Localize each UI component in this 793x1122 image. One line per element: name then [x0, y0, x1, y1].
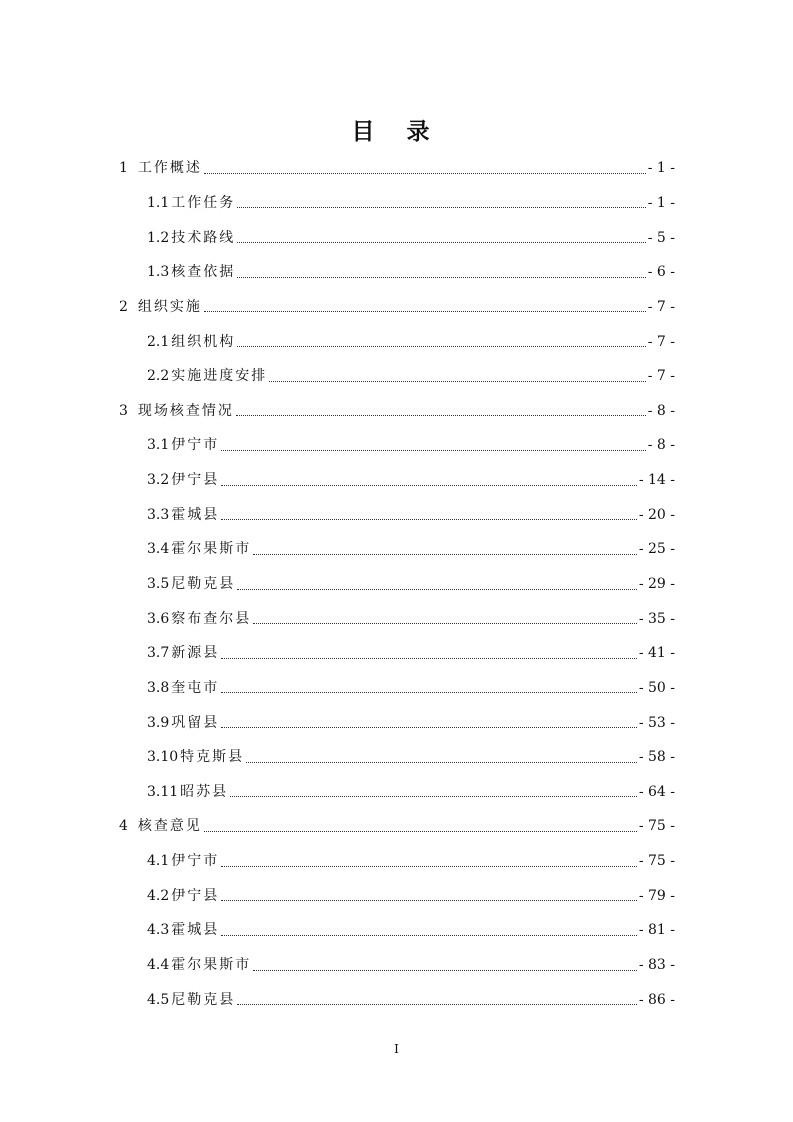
toc-dot-leader: [221, 450, 645, 451]
toc-entry-page: - 1 -: [647, 160, 675, 177]
toc-entry-label: 技术路线: [171, 229, 236, 246]
toc-dot-leader: [221, 692, 637, 693]
toc-entry[interactable]: [0, 740, 793, 775]
toc-entry-page: - 41 -: [638, 645, 675, 662]
toc-entry-page: - 5 -: [647, 229, 675, 246]
toc-entry-label: 工作概述: [137, 160, 202, 177]
toc-entry[interactable]: [0, 359, 793, 394]
toc-dot-leader: [204, 831, 637, 832]
toc-entry-label: 尼勒克县: [171, 576, 236, 592]
toc-entry-label: 核查意见: [137, 818, 202, 835]
toc-dot-leader: [246, 762, 637, 763]
toc-entry-number: 1.1: [147, 194, 170, 211]
toc-entry[interactable]: [0, 636, 793, 671]
toc-entry[interactable]: [0, 775, 793, 810]
toc-entry-label: 霍尔果斯市: [171, 541, 252, 558]
toc-entry-label: 伊宁市: [171, 853, 220, 870]
toc-entry-label: 伊宁县: [171, 472, 220, 489]
toc-entry[interactable]: [0, 186, 793, 221]
toc-entry[interactable]: [0, 290, 793, 325]
toc-entry-label: 伊宁市: [171, 437, 220, 454]
toc-entry-label: 工作任务: [171, 194, 236, 211]
toc-entry-label: 尼勒克县: [171, 991, 236, 1008]
toc-entry-page: - 81 -: [638, 922, 675, 939]
toc-entry-page: - 79 -: [638, 887, 675, 904]
toc-entry-number: 3.9: [147, 714, 170, 731]
toc-dot-leader: [221, 935, 637, 936]
toc-entry-number: 4.2: [147, 887, 170, 904]
toc-entry[interactable]: [0, 601, 793, 636]
toc-entry-page: - 8 -: [647, 402, 675, 419]
toc-entry-label: 霍城县: [171, 922, 220, 939]
toc-dot-leader: [253, 623, 637, 624]
toc-entry-number: 3.6: [147, 610, 170, 627]
table-of-contents: [0, 151, 793, 1017]
toc-entry-label: 察布查尔县: [171, 610, 252, 627]
toc-entry[interactable]: [0, 497, 793, 532]
toc-entry-label: 霍尔果斯市: [171, 957, 252, 974]
toc-dot-leader: [236, 415, 646, 416]
toc-entry[interactable]: [0, 151, 793, 186]
toc-entry-number: 2.1: [147, 333, 170, 350]
toc-entry-label: 伊宁县: [171, 887, 220, 904]
toc-entry-number: 3.4: [147, 541, 170, 558]
page-number: I: [394, 1042, 399, 1056]
toc-dot-leader: [237, 1004, 637, 1005]
toc-entry[interactable]: [0, 809, 793, 844]
toc-entry-number: 3.10: [147, 749, 179, 766]
toc-dot-leader: [253, 554, 637, 555]
toc-entry-number: 2: [119, 298, 128, 315]
toc-entry-label: 实施进度安排: [171, 368, 268, 385]
toc-dot-leader: [230, 796, 637, 797]
toc-entry-number: 3.7: [147, 645, 170, 662]
toc-entry-number: 1.2: [147, 229, 170, 246]
toc-entry-number: 3.1: [147, 437, 170, 454]
toc-entry-number: 4.1: [147, 853, 170, 870]
toc-entry-page: - 35 -: [638, 610, 675, 627]
toc-entry[interactable]: [0, 671, 793, 706]
toc-entry-page: - 83 -: [638, 957, 675, 974]
toc-dot-leader: [221, 900, 637, 901]
toc-entry-page: - 64 -: [638, 783, 675, 800]
toc-entry-label: 现场核查情况: [137, 402, 234, 419]
toc-entry-number: 1.3: [147, 264, 170, 281]
toc-dot-leader: [221, 866, 637, 867]
toc-dot-leader: [221, 727, 637, 728]
toc-entry-page: - 1 -: [647, 194, 675, 211]
toc-entry-page: - 29 -: [638, 576, 675, 592]
toc-entry[interactable]: [0, 567, 793, 602]
toc-entry-page: - 7 -: [647, 333, 675, 350]
toc-entry-number: 4: [119, 818, 128, 835]
toc-entry[interactable]: [0, 220, 793, 255]
toc-entry-page: - 6 -: [647, 264, 675, 281]
toc-entry-number: 3.8: [147, 679, 170, 696]
toc-entry-label: 昭苏县: [180, 783, 229, 800]
toc-entry-number: 4.5: [147, 991, 170, 1008]
toc-entry-page: - 75 -: [638, 818, 675, 835]
toc-entry[interactable]: [0, 844, 793, 879]
toc-dot-leader: [237, 589, 637, 590]
toc-entry-label: 奎屯市: [171, 679, 220, 696]
toc-entry-number: 3.5: [147, 576, 170, 592]
toc-entry-label: 核查依据: [171, 264, 236, 281]
toc-entry-label: 组织实施: [137, 298, 202, 315]
toc-entry-number: 2.2: [147, 368, 170, 385]
toc-entry-page: - 20 -: [638, 506, 675, 523]
toc-entry-label: 巩留县: [171, 714, 220, 731]
toc-entry-label: 组织机构: [171, 333, 236, 350]
toc-entry-number: 4.3: [147, 922, 170, 939]
toc-dot-leader: [221, 519, 637, 520]
toc-entry[interactable]: [0, 913, 793, 948]
toc-entry-label: 新源县: [171, 645, 220, 662]
toc-entry[interactable]: [0, 705, 793, 740]
toc-entry[interactable]: [0, 463, 793, 498]
toc-entry-number: 3.2: [147, 472, 170, 489]
toc-dot-leader: [269, 381, 645, 382]
toc-entry-page: - 50 -: [638, 679, 675, 696]
toc-entry-number: 4.4: [147, 957, 170, 974]
toc-entry-page: - 25 -: [638, 541, 675, 558]
toc-entry[interactable]: [0, 878, 793, 913]
toc-entry[interactable]: [0, 948, 793, 983]
toc-dot-leader: [221, 485, 637, 486]
toc-entry-page: - 53 -: [638, 714, 675, 731]
toc-entry-page: - 75 -: [638, 853, 675, 870]
toc-entry[interactable]: [0, 324, 793, 359]
toc-entry[interactable]: [0, 982, 793, 1017]
toc-dot-leader: [237, 346, 645, 347]
toc-entry-page: - 86 -: [638, 991, 675, 1008]
toc-entry-number: 1: [119, 160, 128, 177]
toc-entry-label: 霍城县: [171, 506, 220, 523]
toc-dot-leader: [237, 242, 645, 243]
toc-entry-number: 3: [119, 402, 128, 419]
toc-dot-leader: [237, 207, 645, 208]
toc-entry-page: - 14 -: [638, 472, 675, 489]
page-title: 目 录: [351, 119, 442, 145]
toc-entry[interactable]: [0, 393, 793, 428]
toc-dot-leader: [221, 658, 637, 659]
toc-dot-leader: [253, 970, 637, 971]
toc-entry[interactable]: [0, 532, 793, 567]
toc-dot-leader: [204, 173, 646, 174]
toc-entry-page: - 7 -: [647, 298, 675, 315]
toc-dot-leader: [237, 277, 645, 278]
toc-entry-number: 3.3: [147, 506, 170, 523]
toc-entry-page: - 58 -: [638, 749, 675, 766]
toc-entry[interactable]: [0, 255, 793, 290]
toc-entry-number: 3.11: [147, 783, 179, 800]
toc-entry[interactable]: [0, 428, 793, 463]
toc-dot-leader: [204, 311, 646, 312]
toc-entry-page: - 8 -: [647, 437, 675, 454]
toc-entry-label: 特克斯县: [180, 749, 245, 766]
toc-entry-page: - 7 -: [647, 368, 675, 385]
